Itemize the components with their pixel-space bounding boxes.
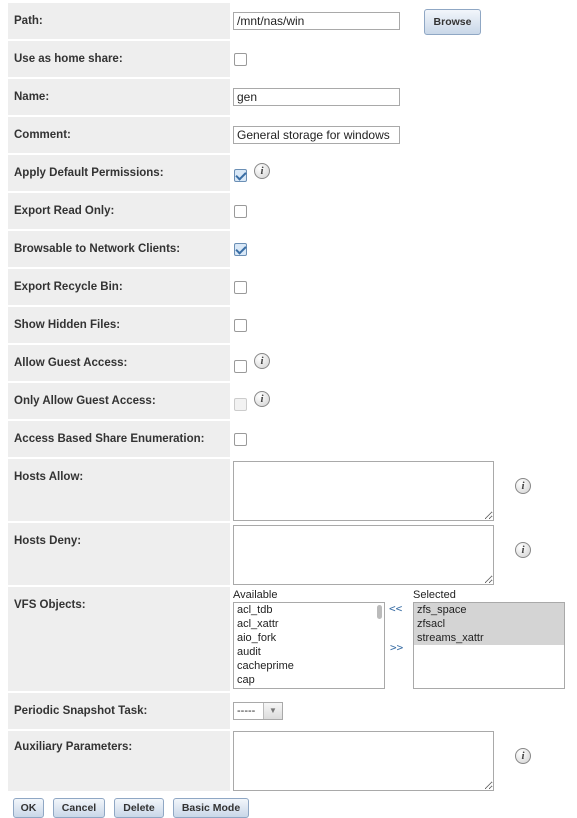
home-share-checkbox[interactable] — [234, 53, 247, 66]
abe-label: Access Based Share Enumeration: — [8, 421, 230, 457]
available-heading: Available — [233, 589, 278, 601]
read-only-row — [8, 193, 571, 229]
list-item[interactable]: aio_fork — [237, 632, 277, 644]
list-item[interactable]: audit — [237, 646, 261, 658]
snapshot-row — [8, 693, 571, 729]
basic-mode-button[interactable]: Basic Mode — [173, 798, 249, 818]
default-perms-label: Apply Default Permissions: — [8, 155, 230, 191]
abe-checkbox[interactable] — [234, 433, 247, 446]
hosts-allow-label: Hosts Allow: — [8, 459, 230, 521]
info-icon[interactable]: i — [254, 391, 270, 407]
list-item[interactable]: cap — [237, 674, 255, 686]
read-only-checkbox[interactable] — [234, 205, 247, 218]
recycle-bin-checkbox[interactable] — [234, 281, 247, 294]
recycle-bin-row — [8, 269, 571, 305]
cancel-button[interactable]: Cancel — [53, 798, 105, 818]
guest-access-checkbox[interactable] — [234, 360, 247, 373]
scrollbar[interactable] — [377, 605, 382, 619]
hidden-files-row — [8, 307, 571, 343]
guest-only-label: Only Allow Guest Access: — [8, 383, 230, 419]
vfs-label: VFS Objects: — [8, 587, 230, 691]
browsable-label: Browsable to Network Clients: — [8, 231, 230, 267]
browsable-row — [8, 231, 571, 267]
home-share-row — [8, 41, 571, 77]
vfs-row — [8, 587, 571, 691]
hidden-files-label: Show Hidden Files: — [8, 307, 230, 343]
hosts-deny-textarea[interactable] — [233, 525, 494, 585]
move-right-button[interactable]: >> — [390, 641, 404, 654]
selected-listbox[interactable] — [413, 602, 565, 689]
path-row — [8, 3, 571, 39]
home-share-label: Use as home share: — [8, 41, 230, 77]
move-left-button[interactable]: << — [389, 602, 403, 615]
selected-heading: Selected — [413, 589, 456, 601]
name-input[interactable] — [233, 88, 400, 106]
info-icon[interactable]: i — [515, 478, 531, 494]
snapshot-select-value: ----- — [237, 705, 256, 717]
snapshot-label: Periodic Snapshot Task: — [8, 693, 230, 729]
path-input[interactable] — [233, 12, 400, 30]
list-item[interactable]: zfsacl — [414, 617, 564, 631]
ok-button[interactable]: OK — [13, 798, 44, 818]
hosts-deny-row — [8, 523, 571, 585]
available-listbox[interactable] — [233, 602, 385, 689]
guest-access-label: Allow Guest Access: — [8, 345, 230, 381]
browsable-checkbox[interactable] — [234, 243, 247, 256]
hidden-files-checkbox[interactable] — [234, 319, 247, 332]
recycle-bin-label: Export Recycle Bin: — [8, 269, 230, 305]
name-label: Name: — [8, 79, 230, 115]
guest-only-row — [8, 383, 571, 419]
list-item[interactable]: zfs_space — [414, 603, 564, 617]
info-icon[interactable]: i — [254, 353, 270, 369]
hosts-deny-label: Hosts Deny: — [8, 523, 230, 585]
info-icon[interactable]: i — [515, 748, 531, 764]
info-icon[interactable]: i — [515, 542, 531, 558]
list-item[interactable]: cacheprime — [237, 660, 294, 672]
default-perms-row — [8, 155, 571, 191]
guest-access-row — [8, 345, 571, 381]
hosts-allow-row — [8, 459, 571, 521]
snapshot-select[interactable] — [233, 702, 283, 720]
name-row — [8, 79, 571, 115]
guest-only-checkbox — [234, 398, 247, 411]
list-item[interactable]: acl_xattr — [237, 618, 279, 630]
hosts-allow-textarea[interactable] — [233, 461, 494, 521]
read-only-label: Export Read Only: — [8, 193, 230, 229]
comment-input[interactable] — [233, 126, 400, 144]
aux-label: Auxiliary Parameters: — [8, 731, 230, 791]
comment-row — [8, 117, 571, 153]
list-item[interactable]: streams_xattr — [414, 631, 564, 645]
aux-row — [8, 731, 571, 791]
info-icon[interactable]: i — [254, 163, 270, 179]
chevron-down-icon: ▼ — [263, 703, 282, 719]
browse-button[interactable]: Browse — [424, 9, 481, 35]
default-perms-checkbox[interactable] — [234, 169, 247, 182]
comment-label: Comment: — [8, 117, 230, 153]
path-label: Path: — [8, 3, 230, 39]
abe-row — [8, 421, 571, 457]
aux-textarea[interactable] — [233, 731, 494, 791]
delete-button[interactable]: Delete — [114, 798, 164, 818]
list-item[interactable]: acl_tdb — [237, 604, 273, 616]
